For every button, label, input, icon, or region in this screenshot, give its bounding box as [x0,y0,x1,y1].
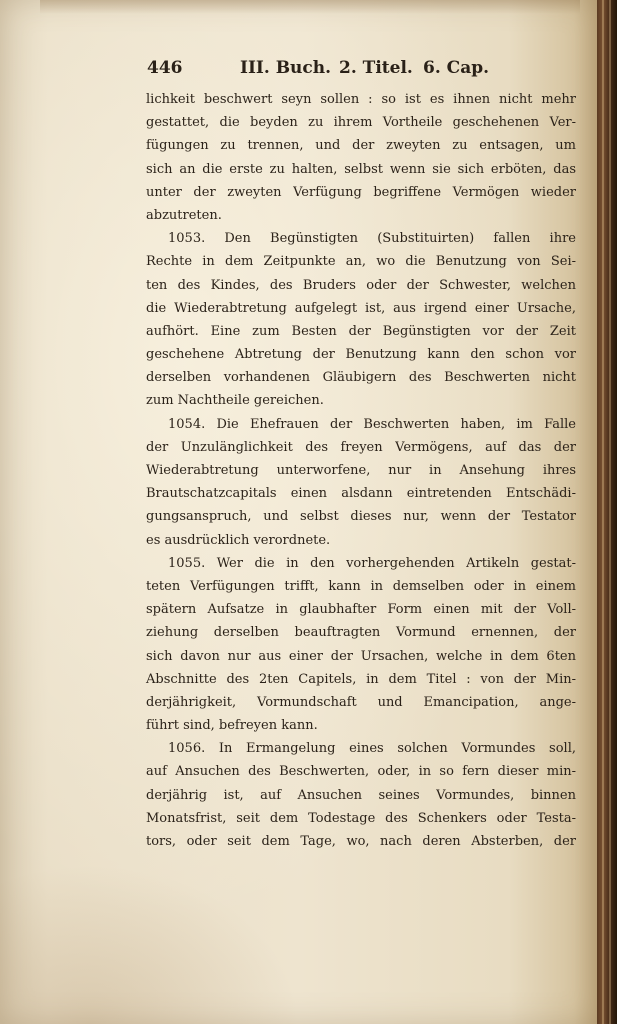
text-line: 1054. Die Ehefrauen der Beschwerten haben, im Falle [168,416,576,432]
text-line: der Unzulänglichkeit des freyen Vermögens, auf das der [146,439,576,455]
text-line: derjährig ist, auf Ansuchen seines Vormundes, binnen [146,787,576,803]
text-line: spätern Aufsatze in glaubhafter Form einen mit der Voll- [146,602,576,618]
text-line: tors, oder seit dem Tage, wo, nach deren Absterben, der [146,834,576,849]
edge-highlight [609,0,611,1024]
text-line: Rechte in dem Zeitpunkte an, wo die Benutzung von Sei- [146,254,576,270]
text-line: sich an die erste zu halten, selbst wenn sie sich erböten, das [146,161,576,177]
text-line: zum Nachtheile gereichen. [146,393,324,409]
text-line: ten des Kindes, des Bruders oder der Schwester, welchen [146,277,576,293]
page-number: 446 [147,58,183,78]
text-line: auf Ansuchen des Beschwerten, oder, in so fern dieser min- [146,764,576,780]
text-line: lichkeit beschwert seyn sollen : so ist es ihnen nicht mehr [146,92,576,107]
text-line: 1055. Wer die in den vorhergehenden Artikeln gestat- [168,555,576,571]
text-line: derjährigkeit, Vormundschaft und Emancipation, ange- [146,694,576,710]
text-line: es ausdrücklich verordnete. [146,532,331,548]
header-book: III. Buch. [240,58,332,78]
text-line: abzutreten. [146,207,222,223]
page-top-stain [40,0,580,14]
header-chapter: 6. Cap. [423,58,490,78]
text-line: 1056. In Ermangelung eines solchen Vormundes soll, [168,741,576,757]
text-line: gungsanspruch, und selbst dieses nur, wenn der Testator [146,509,576,525]
text-line: geschehene Abtretung der Benutzung kann den schon vor [146,347,576,363]
text-line: Abschnitte des 2ten Capitels, in dem Titel : von der Min- [146,671,576,687]
running-header [147,58,517,84]
text-line: derselben vorhandenen Gläubigern des Beschwerten nicht [146,370,576,386]
text-line: unter der zweyten Verfügung begriffene Vermögen wieder [146,184,576,200]
book-edge [597,0,617,1024]
text-line: 1053. Den Begünstigten (Substituirten) fallen ihre [168,231,576,247]
text-line: führt sind, befreyen kann. [146,718,318,734]
text-line: ziehung derselben beauftragten Vormund ernennen, der [146,625,576,641]
text-line: Brautschatzcapitals einen alsdann eintretenden Entschädi- [146,486,576,502]
text-line: Wiederabtretung unterworfene, nur in Ansehung ihres [146,463,576,478]
text-line: aufhört. Eine zum Besten der Begünstigten vor der Zeit [146,323,576,339]
text-line: die Wiederabtretung aufgelegt ist, aus irgend einer Ursache, [146,300,576,316]
edge-highlight [602,0,604,1024]
text-line: teten Verfügungen trifft, kann in demselben oder in einem [146,578,576,594]
header-title: 2. Titel. [339,58,413,78]
text-line: fügungen zu trennen, und der zweyten zu entsagen, um [146,138,576,154]
text-line: sich davon nur aus einer der Ursachen, welche in dem 6ten [146,648,576,664]
body-text [146,88,576,853]
text-line: Monatsfrist, seit dem Todestage des Schenkers oder Testa- [146,810,576,826]
text-line: gestattet, die beyden zu ihrem Vortheile geschehenen Ver- [146,115,576,131]
